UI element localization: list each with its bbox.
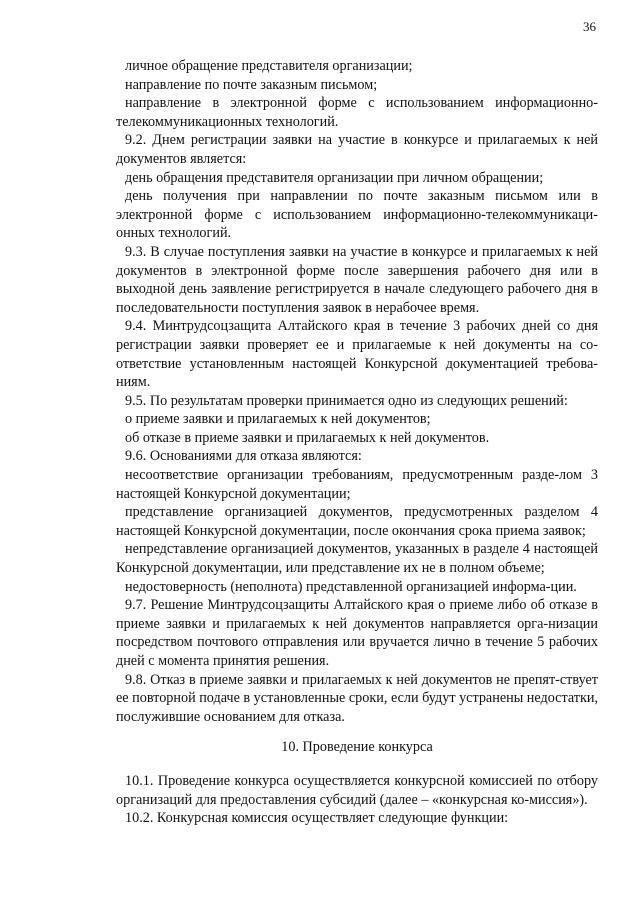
- paragraph: о приеме заявки и прилагаемых к ней документов;: [125, 411, 431, 428]
- paragraph: недостоверность (неполнота) представленной организацией информа-ции.: [125, 578, 577, 595]
- body-text-section-9: [116, 57, 598, 726]
- section-heading: 10. Проведение конкурса: [281, 739, 433, 755]
- page-number: 36: [583, 19, 596, 34]
- paragraph: 10.2. Конкурсная комиссия осуществляет следующие функции:: [125, 810, 509, 827]
- paragraph: непредставление организацией документов, указанных в разделе 4 настоящей Конкурсной документации, или представление их не в полном объеме;: [116, 541, 598, 577]
- paragraph: 9.7. Решение Минтрудсоцзащиты Алтайского края о приеме либо об отказе в приеме заявки и прилагаемых к ней документов направляется орга-низации посредством почтового отправления или вручается лично в течение 5 рабочих дней с момента принятия решения.: [116, 597, 598, 669]
- paragraph: 9.5. По результатам проверки принимается одно из следующих решений:: [125, 392, 568, 409]
- paragraph: 9.8. Отказ в приеме заявки и прилагаемых к ней документов не препят-ствует ее повторной подаче в установленные сроки, если будут устранены недостатки, послужившие основанием для отказа.: [116, 671, 598, 725]
- paragraph: день получения при направлении по почте заказным письмом или в электронной форме с использованием информационно-телекоммуникаци-онных технологий.: [116, 188, 598, 242]
- paragraph: день обращения представителя организации при личном обращении;: [125, 169, 544, 186]
- paragraph: направление по почте заказным письмом;: [125, 76, 378, 93]
- paragraph: направление в электронной форме с использованием информационно-телекоммуникационных технологий.: [116, 95, 598, 130]
- body-text-section-10: [116, 772, 598, 828]
- paragraph: представление организацией документов, предусмотренных разделом 4 настоящей Конкурсной документации, после окончания срока приема заявок;: [116, 504, 598, 539]
- paragraph: 9.2. Днем регистрации заявки на участие в конкурсе и прилагаемых к ней документов является:: [116, 132, 598, 167]
- paragraph: несоответствие организации требованиям, предусмотренным разде-лом 3 настоящей Конкурсной документации;: [116, 467, 598, 502]
- paragraph: 9.4. Минтрудсоцзащита Алтайского края в течение 3 рабочих дней со дня регистрации заявки проверяет ее и прилагаемые к ней документы на со-ответствие установленным настоящей Конкурсной документацией требова-ниям.: [116, 318, 598, 391]
- paragraph: 9.3. В случае поступления заявки на участие в конкурсе и прилагаемых к ней документов в электронной форме после завершения рабочего дня или в выходной день заявление регистрируется в начале следующего рабочего дня в последовательности поступления заявок в нерабочее время.: [116, 243, 598, 316]
- paragraph: личное обращение представителя организации;: [125, 58, 413, 74]
- paragraph: 9.6. Основаниями для отказа являются:: [125, 448, 362, 465]
- paragraph: 10.1. Проведение конкурса осуществляется конкурсной комиссией по отбору организаций для предоставления субсидий (далее – «конкурсная ко-миссия»).: [116, 773, 598, 808]
- paragraph: об отказе в приеме заявки и прилагаемых к ней документов.: [125, 429, 490, 446]
